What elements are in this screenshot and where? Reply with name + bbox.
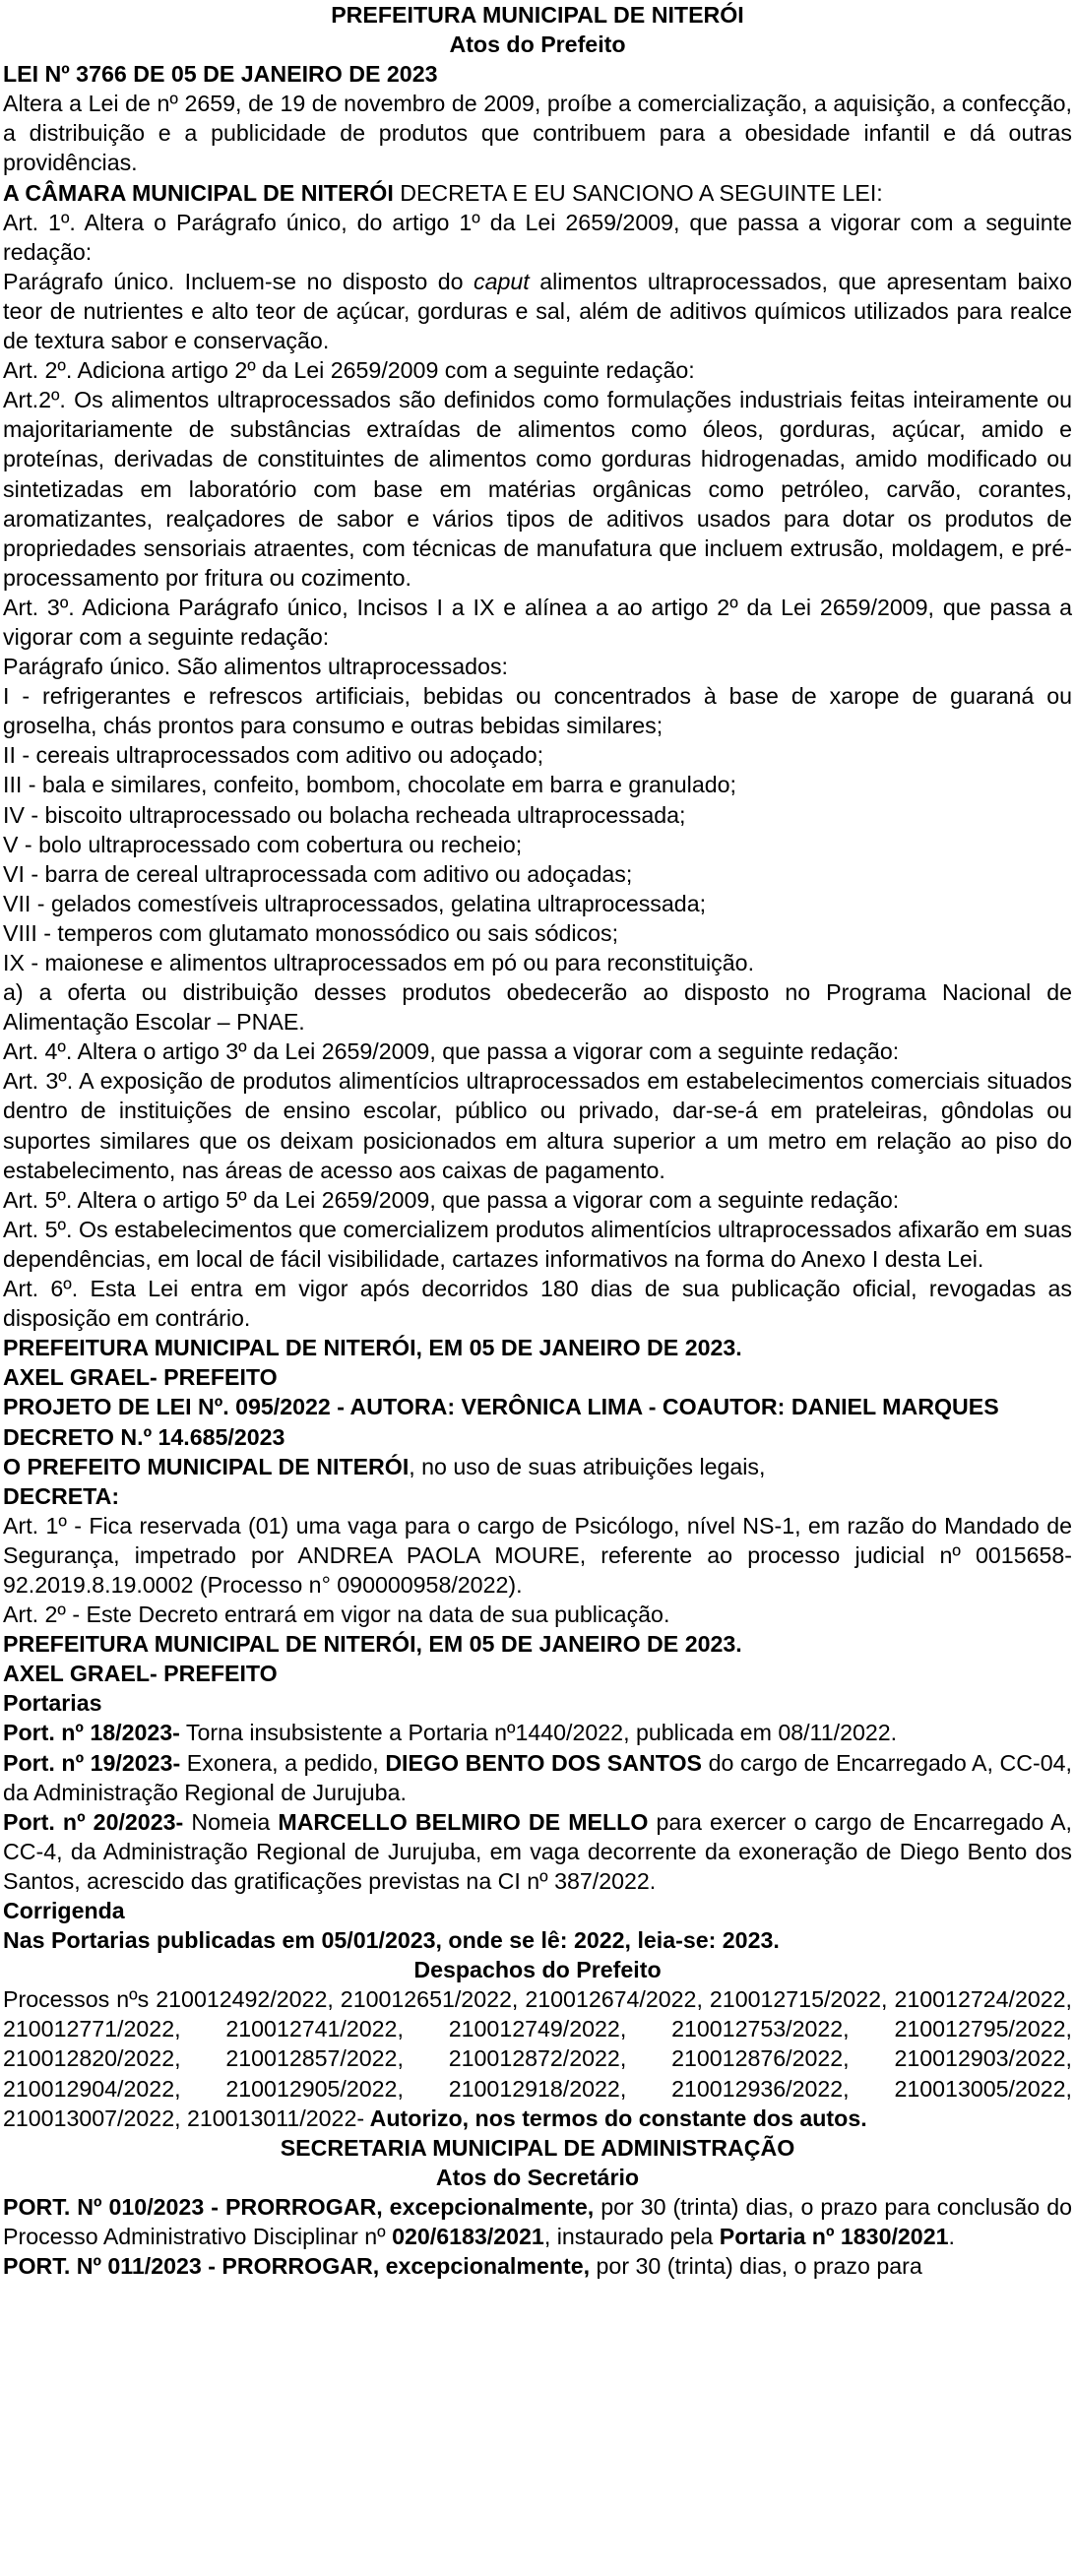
- lei-art4-text: Art. 3º. A exposição de produtos alimentícios ultraprocessados em estabelecimentos comerciais situados dentro de instituições de ensino escolar, público ou privado, dar-se-á em prateleiras, gôndolas ou suportes similares que os deixam posicionados em altura superior a um metro em relação ao piso do estabelecimento, nas áreas de acesso aos caixas de pagamento.: [3, 1068, 1072, 1183]
- decreto-preamble-rest: , no uso de suas atribuições legais,: [409, 1453, 766, 1479]
- portaria-20-text-b: para exercer o cargo de Encarregado A, CC-4, da Administração Regional de Jurujuba, em vaga decorrente da exoneração de Diego Bento dos Santos, acrescido das gratificações previstas na CI nº 387/2022.: [3, 1808, 1073, 1894]
- despachos-processos: Processos nºs 210012492/2022, 210012651/2022, 210012674/2022, 210012715/2022, 210012724/2022, 210012771/2022, 210012741/2022, 210012749/2022, 210012753/2022, 210012795/2022, 210012820/2022, 210012857/2022, 210012872/2022, 210012876/2022, 210012903/2022, 210012904/2022, 210012905/2022, 210012918/2022, 210012936/2022, 210013005/2022, 210013007/2022, 210013011/2022-: [3, 1986, 1072, 2131]
- portaria-18-text: Torna insubsistente a Portaria nº1440/2022, publicada em 08/11/2022.: [179, 1720, 898, 1746]
- lei-ementa: Altera a Lei de nº 2659, de 19 de novembro de 2009, proíbe a comercialização, a aquisição, a confecção, a distribuição e a publicidade de produtos que contribuem para a obesidade infantil e dá outras providências.: [3, 91, 1072, 176]
- inciso-3: III - bala e similares, confeito, bombom, chocolate em barra e granulado;: [3, 772, 736, 798]
- lei-paragrafo1-caput: caput: [473, 268, 530, 294]
- portarias-heading: Portarias: [3, 1690, 102, 1717]
- inciso-2: II - cereais ultraprocessados com aditivo ou adoçado;: [3, 742, 544, 769]
- portaria-18-number: Port. nº 18/2023-: [3, 1720, 180, 1746]
- decreto-signature: AXEL GRAEL- PREFEITO: [3, 1661, 278, 1687]
- decreto-place-date: PREFEITURA MUNICIPAL DE NITERÓI, EM 05 DE JANEIRO DE 2023.: [3, 1631, 742, 1658]
- port-011-number: PORT. Nº 011/2023 - PRORROGAR, excepcionalmente,: [3, 2253, 591, 2280]
- portaria-20-person: MARCELLO BELMIRO DE MELLO: [278, 1808, 649, 1835]
- port-010-text-b: , instaurado pela: [543, 2224, 720, 2250]
- lei-decreta: [3, 178, 1072, 208]
- inciso-8: VIII - temperos com glutamato monossódico ou sais sódicos;: [3, 919, 619, 946]
- portaria-20-text-a: Nomeia: [183, 1808, 279, 1835]
- lei-art5-text: Art. 5º. Os estabelecimentos que comercializem produtos alimentícios ultraprocessados afixarão em suas dependências, em local de fácil visibilidade, cartazes informativos na forma do Anexo I desta Lei.: [3, 1216, 1072, 1272]
- alinea-a: a) a oferta ou distribuição desses produtos obedecerão ao disposto no Programa Nacional de Alimentação Escolar – PNAE.: [3, 979, 1072, 1036]
- port-011-text: por 30 (trinta) dias, o prazo para: [590, 2253, 922, 2280]
- portaria-20: [3, 1807, 1072, 1896]
- corrigenda-heading: Corrigenda: [3, 1898, 125, 1923]
- despachos-autorizo: Autorizo, nos termos do constante dos autos.: [364, 2105, 867, 2131]
- port-010-end: .: [948, 2224, 955, 2250]
- inciso-4: IV - biscoito ultraprocessado ou bolacha recheada ultraprocessada;: [3, 801, 686, 828]
- portaria-19-text-a: Exonera, a pedido,: [180, 1749, 386, 1776]
- inciso-9: IX - maionese e alimentos ultraprocessados em pó ou para reconstituição.: [3, 950, 755, 975]
- inciso-5: V - bolo ultraprocessado com cobertura ou recheio;: [3, 831, 523, 857]
- lei-title: LEI Nº 3766 DE 05 DE JANEIRO DE 2023: [3, 61, 438, 88]
- lei-art5: Art. 5º. Altera o artigo 5º da Lei 2659/2009, que passa a vigorar com a seguinte redação:: [3, 1186, 900, 1213]
- portaria-19-person: DIEGO BENTO DOS SANTOS: [385, 1749, 702, 1776]
- lei-projeto: PROJETO DE LEI Nº. 095/2022 - AUTORA: VERÔNICA LIMA - COAUTOR: DANIEL MARQUES: [3, 1394, 999, 1420]
- despachos-heading: Despachos do Prefeito: [413, 1957, 662, 1983]
- inciso-7: VII - gelados comestíveis ultraprocessados, gelatina ultraprocessada;: [3, 890, 707, 916]
- lei-place-date: PREFEITURA MUNICIPAL DE NITERÓI, EM 05 DE JANEIRO DE 2023.: [3, 1335, 742, 1361]
- decreto-art1: Art. 1º - Fica reservada (01) uma vaga para o cargo de Psicólogo, nível NS-1, em razão do Mandado de Segurança, impetrado por ANDREA PAOLA MOURE, referente ao processo judicial nº 0015658-92.2019.8.19.0002 (Processo n° 090000958/2022).: [3, 1512, 1072, 1598]
- portaria-20-number: Port. nº 20/2023-: [3, 1808, 184, 1835]
- lei-paragrafo1-pre: Parágrafo único. Incluem-se no disposto do: [3, 268, 474, 294]
- lei-signature: AXEL GRAEL- PREFEITO: [3, 1364, 278, 1391]
- lei-art3: Art. 3º. Adiciona Parágrafo único, Incisos I a IX e alínea a ao artigo 2º da Lei 2659/2009, que passa a vigorar com a seguinte redação:: [3, 594, 1072, 650]
- lei-paragrafo3: Parágrafo único. São alimentos ultraprocessados:: [3, 654, 508, 680]
- port-010: [3, 2192, 1072, 2251]
- port-011: [3, 2251, 1072, 2281]
- administracao-subheading: Atos do Secretário: [435, 2164, 640, 2190]
- lei-paragrafo1-post: alimentos ultraprocessados, que apresentam baixo teor de nutrientes e alto teor de açúcar, gorduras e sal, além de aditivos químicos utilizados para realce de textura sabor e conservação.: [3, 268, 1072, 354]
- header-org: PREFEITURA MUNICIPAL DE NITERÓI: [331, 2, 744, 28]
- port-010-process: 020/6183/2021: [392, 2224, 544, 2250]
- port-010-number: PORT. Nº 010/2023 - PRORROGAR, excepcionalmente,: [3, 2193, 595, 2220]
- administracao-heading: SECRETARIA MUNICIPAL DE ADMINISTRAÇÃO: [280, 2134, 795, 2161]
- lei-art2-text: Art.2º. Os alimentos ultraprocessados são definidos como formulações industriais feitas inteiramente ou majoritariamente de substâncias extraídas de alimentos como óleos, gorduras, açúcar, amido e proteínas, derivadas de constituintes de alimentos como gorduras hidrogenadas, amido modificado ou sintetizadas em laboratório com base em matérias orgânicas como petróleo, carvão, corantes, aromatizantes, realçadores de sabor e vários tipos de aditivos usados para dotar os produtos de propriedades sensoriais atraentes, com técnicas de manufatura que incluem extrusão, moldagem, e pré-processamento por fritura ou cozimento.: [3, 387, 1072, 591]
- portaria-19-number: Port. nº 19/2023-: [3, 1749, 181, 1776]
- portaria-18: [3, 1718, 1072, 1747]
- inciso-1: I - refrigerantes e refrescos artificiais, bebidas ou concentrados à base de xarope de guaraná ou groselha, chás prontos para consumo e outras bebidas similares;: [3, 683, 1072, 739]
- lei-decreta-rest: DECRETA E EU SANCIONO A SEGUINTE LEI:: [393, 179, 883, 206]
- port-010-text: por 30 (trinta) dias, o prazo para conclusão do Processo Administrativo Disciplinar nº: [3, 2193, 1072, 2250]
- lei-art6: Art. 6º. Esta Lei entra em vigor após decorridos 180 dias de sua publicação oficial, revogadas as disposição em contrário.: [3, 1276, 1072, 1332]
- lei-art2: Art. 2º. Adiciona artigo 2º da Lei 2659/2009 com a seguinte redação:: [3, 357, 695, 384]
- lei-paragrafo1: [3, 267, 1072, 355]
- lei-art4: Art. 4º. Altera o artigo 3º da Lei 2659/2009, que passa a vigorar com a seguinte redação:: [3, 1038, 900, 1065]
- portaria-19-text-b: do cargo de Encarregado A, CC-04, da Administração Regional de Jurujuba.: [3, 1749, 1072, 1805]
- lei-art1: Art. 1º. Altera o Parágrafo único, do artigo 1º da Lei 2659/2009, que passa a vigorar com a seguinte redação:: [3, 209, 1072, 265]
- inciso-6: VI - barra de cereal ultraprocessada com aditivo ou adoçadas;: [3, 860, 633, 887]
- corrigenda-text: Nas Portarias publicadas em 05/01/2023, onde se lê: 2022, leia-se: 2023.: [3, 1927, 780, 1954]
- decreto-decreta: DECRETA:: [3, 1482, 120, 1509]
- portaria-19: [3, 1748, 1072, 1807]
- header-section: Atos do Prefeito: [449, 31, 626, 58]
- port-010-portaria: Portaria nº 1830/2021: [719, 2224, 949, 2250]
- decreto-preamble-bold: O PREFEITO MUNICIPAL DE NITERÓI: [3, 1453, 410, 1479]
- lei-decreta-bold: A CÂMARA MUNICIPAL DE NITERÓI: [3, 179, 394, 206]
- decreto-art2: Art. 2º - Este Decreto entrará em vigor na data de sua publicação.: [3, 1602, 670, 1628]
- decreto-preamble: [3, 1452, 1072, 1481]
- despachos-text: [3, 1984, 1072, 2132]
- decreto-title: DECRETO N.º 14.685/2023: [3, 1423, 285, 1450]
